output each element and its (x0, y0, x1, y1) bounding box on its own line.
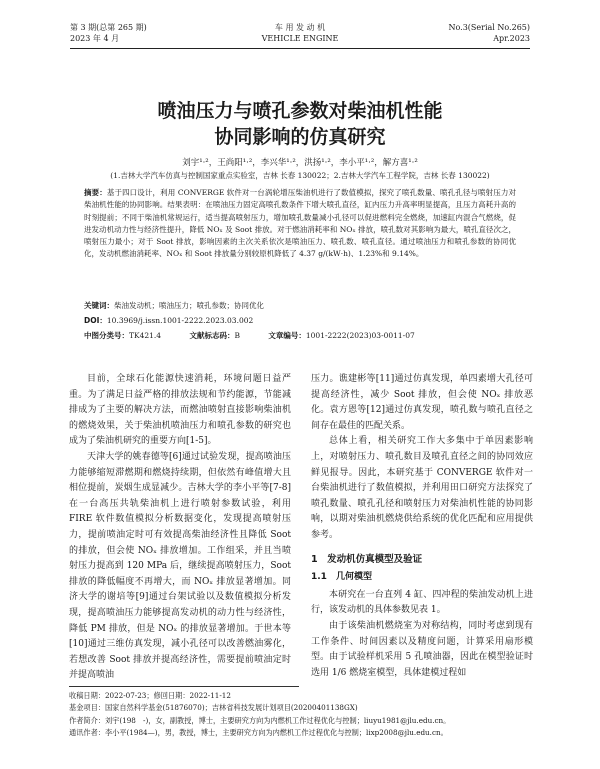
body-paragraph: 天津大学的姚春德等[6]通过试验发现，提高喷油压力能够缩短滞燃期和燃烧持续期，但依然有峰值增大且相位提前，炭烟生成显减少。吉林大学的李小平等[7-8]在一台高压共轨柴油机上进行喷射参数试验，利用 FIRE 软件数值模拟分析数据变化，发现提高喷射压力，提前喷油定时可有效提高柴油经济性且降低 Soot 的排放，但会使 NOₓ 排放增加。工作组采，并且当喷射压力提高到 120 MPa 后，继续提高喷射压力，Soot 排放的降低幅度不再增大，而 NOₓ 排放显著增加。同济大学的谢培等[9]通过台架试验以及数值模拟分析发现，提高喷油压力能够提高发动机的动力性与经济性，降低 PM 排放，但是 NOₓ 的排放显著增加。于世本等[10]通过三维仿真发现，减小孔径可以改善燃油雾化，若想改善 Soot 排放并提高经济性，需要提前喷油定时并提高喷油 (69, 451, 291, 681)
classification-line (84, 330, 516, 342)
author-affiliation: (1.吉林大学汽车仿真与控制国家重点实验室，吉林 长春 130022；2.吉林大学汽车工程学院，吉林 长春 130022) (110, 171, 490, 180)
doi-label: DOI： (84, 316, 107, 325)
article-no-value: 1001-2222(2023)03-0011-07 (305, 331, 415, 340)
subsection-heading: 1.1 几何模型 (311, 572, 372, 583)
author-list: 刘宇¹·²，王尚阳¹·²，李兴华¹·²，洪扬¹·²，李小平¹·²，解方喜¹·² (182, 158, 418, 168)
header-serial-number: No.3(Serial No.265) (448, 23, 530, 32)
footnotes (69, 690, 531, 740)
abstract-text: 基于四口设计，利用 CONVERGE 软件对一台涡轮增压柴油机进行了数值模拟，探究了喷孔数量、喷孔孔径与喷射压力对柴油机性能的协同影响。结果表明：在喷油压力固定高喷孔数条件下增大喷孔直径，缸内压力升高率明显提高，且压力高耗升高的时刻提前；不同于柴油机常规运行，适当提高喷射压力，增加喷孔数量减小孔径可以促进燃料完全燃烧，加速缸内混合气燃烧，促进发动机动力性与经济性提升，降低 NOₓ 及 Soot 排放。对于燃油消耗率和 NOₓ 排放，喷孔数对其影响为最大，喷孔直径次之，喷射压力最小；对于 Soot 排放，影响因素的主次关系依次是喷油压力、喷孔数、喷孔直径。通过喷油压力和喷孔参数的协同优化，发动机燃油消耗率、NOₓ 和 Soot 排放量分别较原机降低了 4.37 g/(kW·h)、1.23%和 9.14%。 (84, 188, 516, 259)
header-issue-number: 第 3 期(总第 265 期) (70, 23, 147, 32)
header-divider (70, 48, 530, 49)
footnote-received: 收稿日期：2022-07-23；修回日期：2022-11-12 (69, 691, 231, 700)
footnote-author: 作者简介：刘宇(198 -)，女，副教授，博士，主要研究方向为内燃机工作过程优化与控制；liuyu1981@jlu.edu.cn。 (69, 715, 451, 725)
section-heading: 1 发动机仿真模型及验证 (311, 553, 423, 565)
article-no-label: 文章编号： (268, 331, 306, 340)
article-number (268, 331, 414, 340)
body-paragraph: 本研究在一台直列 4 缸、四冲程的柴油发动机上进行，该发动机的具体参数见表 1。 (311, 589, 533, 616)
body-column-right (311, 372, 533, 681)
body-paragraph: 目前，全球石化能源快速消耗，环境问题日益严重。为了满足日益严格的排放法规和节约能源，节能减排成为了主要的解决方法，而燃油喷射直接影响柴油机的燃烧效果，关于柴油机喷油压力和喷孔参数的研究也成为了柴油机研究的重要方向[1-5]。 (69, 374, 291, 447)
abstract (84, 187, 516, 261)
clc-number (84, 331, 161, 340)
keywords-label: 关键词： (84, 301, 114, 310)
footnote-corresponding: 通讯作者：李小平(1984—)，男，教授，博士，主要研究方向为内燃机工作过程优化与控制；lixp2008@jlu.edu.cn。 (69, 728, 448, 738)
document-code (189, 331, 240, 340)
clc-label: 中图分类号： (84, 331, 129, 340)
keywords-text: 柴油发动机；喷油压力；喷孔参数；协同优化 (114, 301, 264, 310)
paper-title-line2: 协同影响的仿真研究 (214, 126, 386, 148)
body-paragraph: 压力。谯建彬等[11]通过仿真发现，单四素增大孔径可提高经济性，减少 Soot 排放，但会使 NOₓ 排放恶化。袁方恩等[12]通过仿真发现，喷孔数与喷孔直径之间存在最佳的匹配关系。 (311, 374, 533, 431)
doi (84, 315, 516, 327)
doc-code-value: B (234, 331, 240, 340)
clc-value: TK421.4 (129, 331, 162, 340)
footnote-fund: 基金项目：国家自然科学基金(51876070)；吉林省科技发展计划项目(20200401138GX) (69, 703, 358, 713)
body-paragraph: 由于该柴油机燃烧室为对称结构，同时考虑到现有工作条件、时间因素以及精度问题，计算采用扇形模型。由于试验样机采用 5 孔喷油器，因此在模型验证时选用 1/6 燃烧室模型，具体建模过程如 (311, 620, 533, 678)
doi-value: 10.3969/j.issn.1001-2222.2023.03.002 (106, 316, 254, 325)
header-serial (448, 22, 530, 44)
paper-title-line1: 喷油压力与喷孔参数对柴油机性能 (157, 100, 443, 122)
keywords (84, 300, 516, 312)
paper-title (0, 98, 600, 150)
abstract-label: 摘要： (84, 188, 107, 197)
journal-name-cn: 车 用 发 动 机 (274, 23, 326, 32)
body-column-left (69, 372, 291, 684)
body-paragraph: 总体上看，相关研究工作大多集中于单因素影响上，对喷射压力、喷孔数目及喷孔直径之间的协同效应鲜见报导。因此，本研究基于 CONVERGE 软件对一台柴油机进行了数值模拟，并利用田口研究方法探究了喷孔数量、喷孔孔径和喷射压力对柴油机性能的协同影响，以期对柴油机燃烧供给系统的优化匹配和应用提供参考。 (311, 436, 533, 540)
header-issue-date: 2023 年 4 月 (70, 34, 120, 43)
journal-name-en: VEHICLE ENGINE (261, 34, 339, 43)
header-serial-date: Apr.2023 (493, 34, 530, 43)
doc-code-label: 文献标志码： (189, 331, 235, 340)
footnote-divider (69, 686, 299, 687)
